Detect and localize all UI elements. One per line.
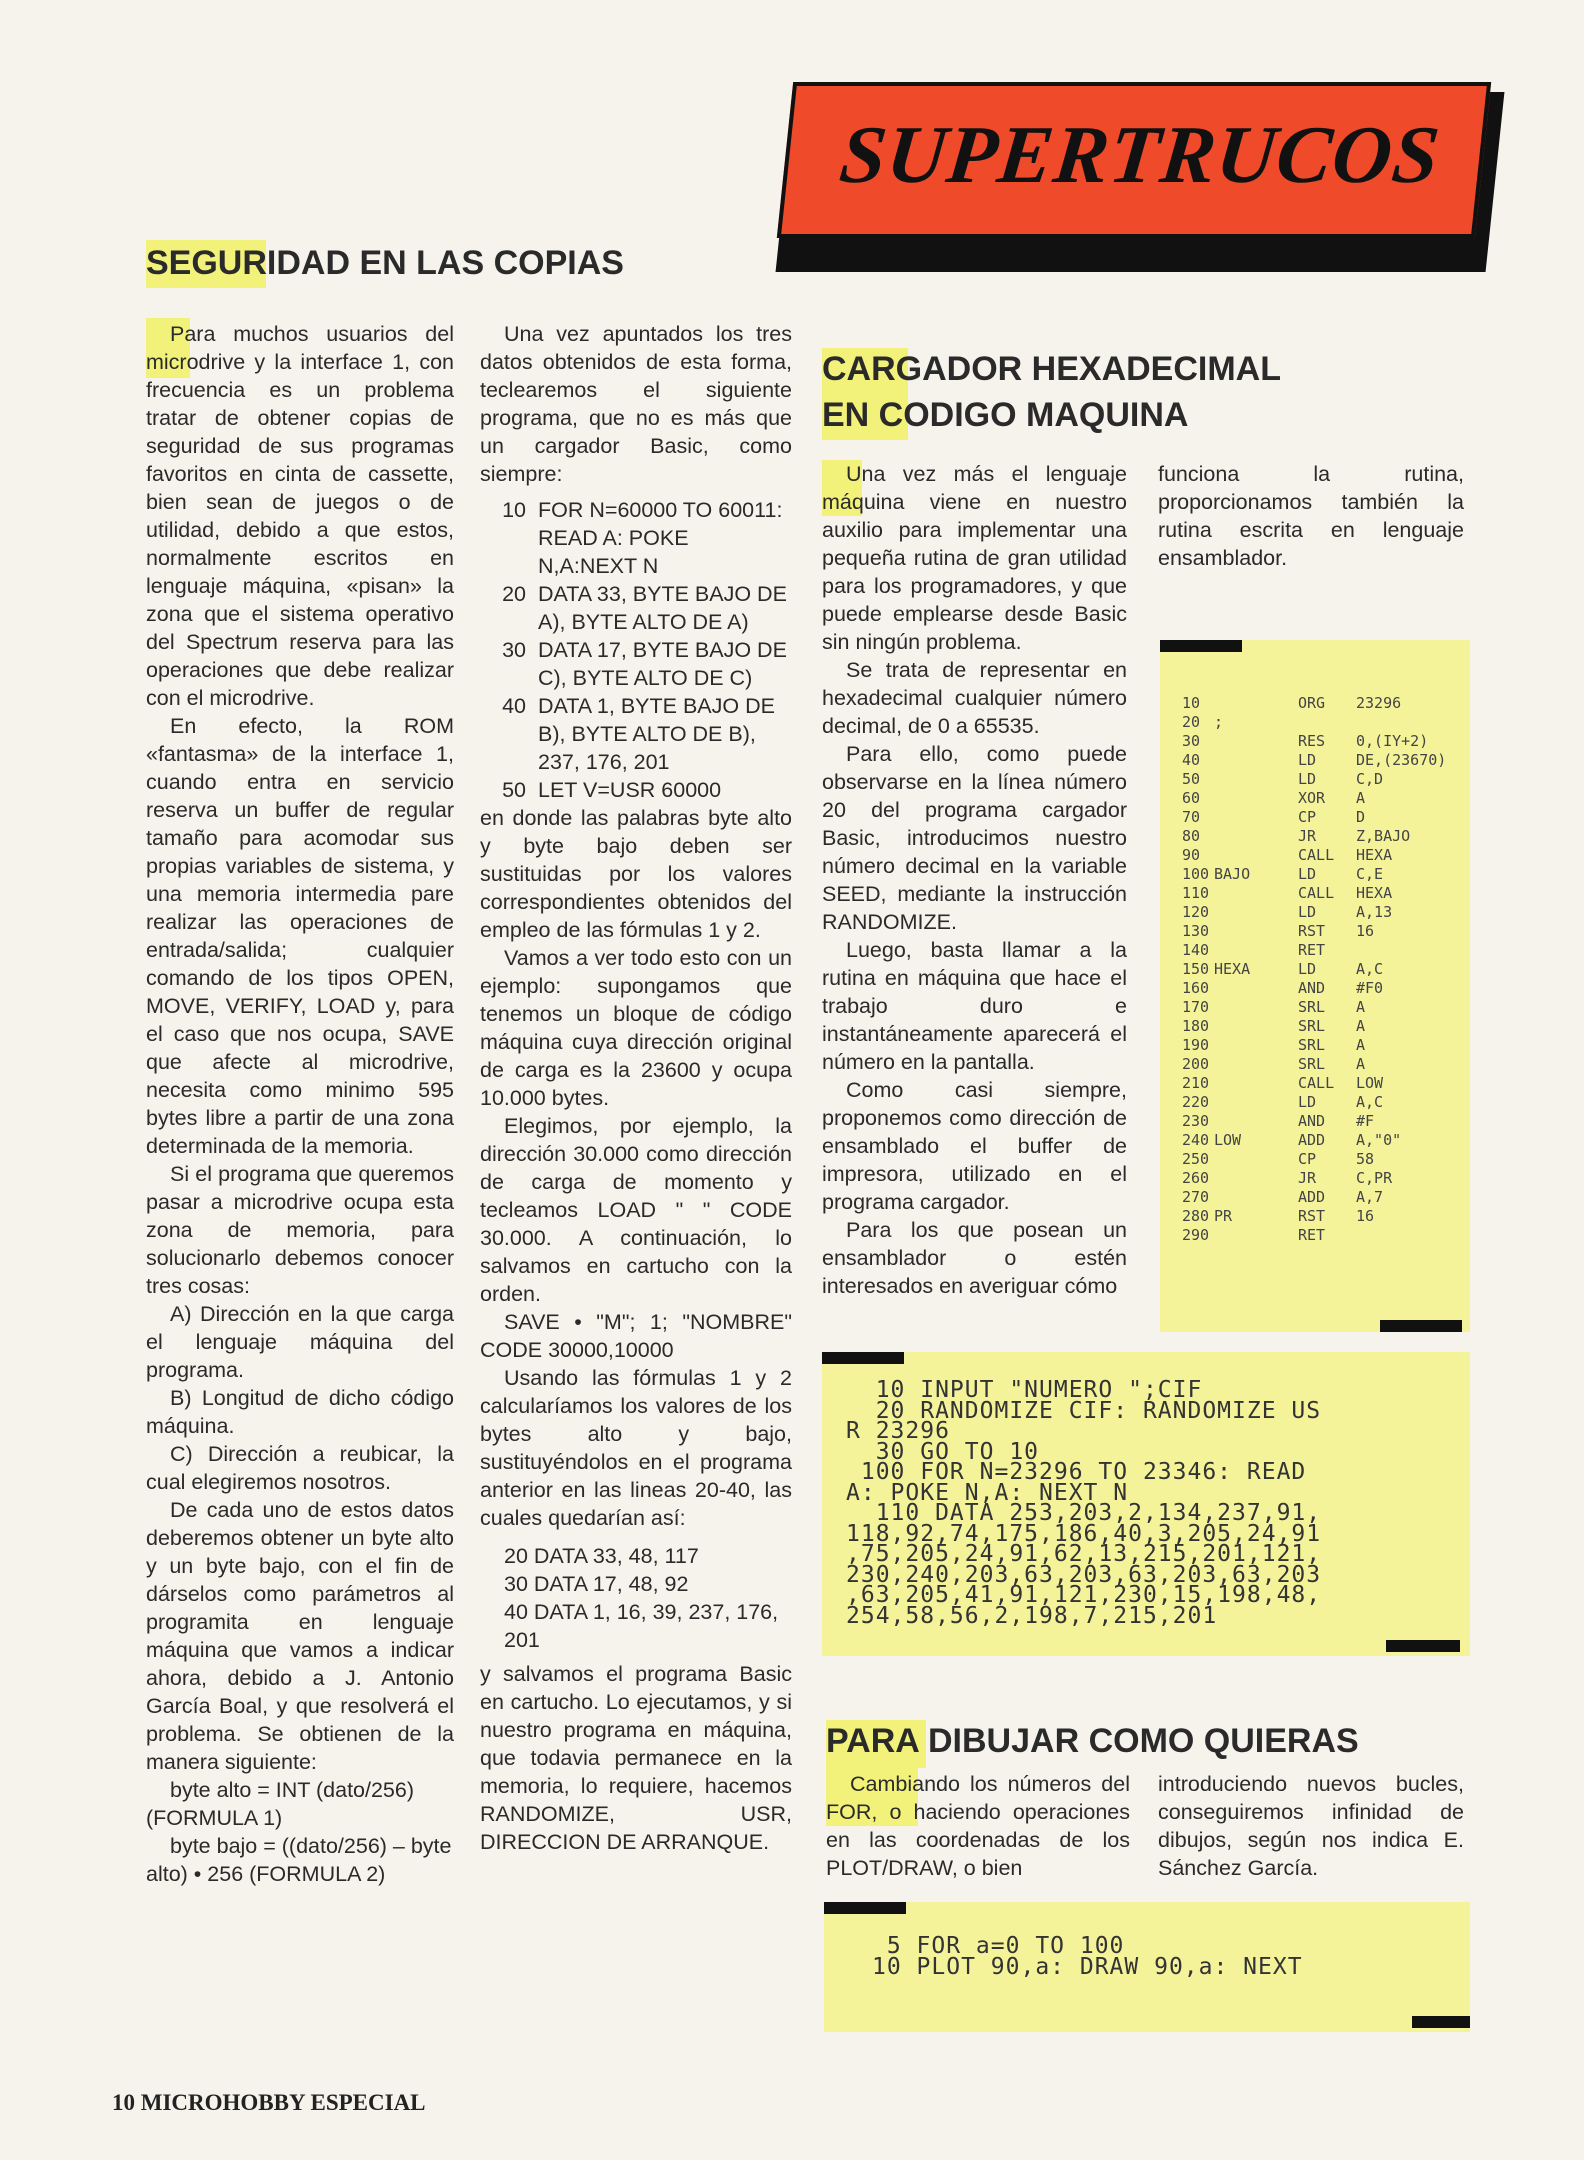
asm-line — [1182, 1188, 1462, 1207]
asm-field: HEXA — [1356, 846, 1393, 864]
paragraph: Si el programa que queremos pasar a microdrive ocupa esta zona de memoria, para solucionarlo debemos conocer tres cosas: — [146, 1162, 454, 1298]
asm-field — [1214, 1188, 1298, 1207]
basic-line: 10 FOR N=60000 TO 60011: READ A: POKE N,A:NEXT N — [502, 498, 783, 578]
asm-line — [1182, 922, 1462, 941]
asm-line — [1182, 1036, 1462, 1055]
asm-field — [1214, 808, 1298, 827]
paragraph: Una vez apuntados los tres datos obtenidos de esta forma, teclearemos el siguiente programa, que no es más que un cargador Basic, como siempre: — [480, 322, 792, 486]
section2-column-b — [1158, 460, 1464, 572]
asm-field — [1214, 903, 1298, 922]
asm-field: 100 — [1182, 865, 1210, 883]
draw-listing: 5 FOR a=0 TO 100 10 PLOT 90,a: DRAW 90,a: NEXT — [872, 1933, 1303, 1980]
paragraph: Usando las fórmulas 1 y 2 calcularíamos los valores de los bytes alto y bajo, sustituyéndolos en el programa anterior en las lineas 20-40, las cuales quedarían así: — [480, 1366, 792, 1530]
asm-field: A,7 — [1356, 1188, 1384, 1206]
asm-field: 60 — [1182, 789, 1201, 807]
data-lines — [504, 1542, 792, 1654]
asm-field: LOW — [1214, 1131, 1242, 1149]
asm-line — [1182, 751, 1462, 770]
asm-field: LD — [1298, 960, 1317, 978]
box-bar — [1412, 2016, 1470, 2028]
asm-field: LD — [1298, 865, 1317, 883]
asm-field: SRL — [1298, 1017, 1326, 1035]
asm-field: JR — [1298, 1169, 1317, 1187]
asm-field: RES — [1298, 732, 1326, 750]
asm-field — [1214, 1226, 1298, 1245]
asm-line — [1182, 713, 1462, 732]
paragraph: en donde las palabras byte alto y byte bajo deben ser sustituidas por los valores correspondientes obtenidos del empleo de las fórmulas 1 y 2. — [480, 806, 792, 942]
asm-field: 180 — [1182, 1017, 1210, 1035]
asm-field: AND — [1298, 1112, 1326, 1130]
asm-field: SRL — [1298, 1055, 1326, 1073]
box-bar — [822, 1352, 904, 1364]
asm-line — [1182, 1017, 1462, 1036]
section3-column-a — [826, 1770, 1130, 1882]
asm-field: A — [1356, 789, 1366, 807]
basic-line: 50 LET V=USR 60000 — [502, 778, 722, 802]
asm-field: LOW — [1356, 1074, 1384, 1092]
assembly-listing — [1182, 694, 1462, 1245]
asm-field: A,"0" — [1356, 1131, 1402, 1149]
asm-field: 120 — [1182, 903, 1210, 921]
asm-field: RST — [1298, 922, 1326, 940]
asm-field: ADD — [1298, 1131, 1326, 1149]
asm-field: HEXA — [1356, 884, 1393, 902]
asm-line — [1182, 979, 1462, 998]
paragraph: Se trata de representar en hexadecimal cualquier número decimal, de 0 a 65535. — [822, 658, 1127, 738]
paragraph: Cambiando los números del FOR, o haciendo operaciones en las coordenadas de los PLOT/DRAW, o bien — [826, 1772, 1130, 1880]
asm-field: 270 — [1182, 1188, 1210, 1206]
paragraph: B) Longitud de dicho código máquina. — [146, 1386, 454, 1438]
section1-column2 — [480, 320, 792, 1856]
asm-field: 220 — [1182, 1093, 1210, 1111]
asm-field — [1298, 713, 1356, 732]
asm-line — [1182, 884, 1462, 903]
box-bar — [1386, 1640, 1460, 1652]
asm-line — [1182, 1226, 1462, 1245]
paragraph: C) Dirección a reubicar, la cual elegiremos nosotros. — [146, 1442, 454, 1494]
asm-field: #F0 — [1356, 979, 1384, 997]
asm-field: A — [1356, 1055, 1366, 1073]
asm-line — [1182, 732, 1462, 751]
box-bar — [824, 1902, 906, 1914]
asm-field: A — [1356, 998, 1366, 1016]
asm-line — [1182, 1131, 1462, 1150]
paragraph: A) Dirección en la que carga el lenguaje máquina del programa. — [146, 1302, 454, 1382]
asm-field: 0,(IY+2) — [1356, 732, 1429, 750]
asm-field: 290 — [1182, 1226, 1210, 1244]
asm-field: ADD — [1298, 1188, 1326, 1206]
asm-field — [1214, 1150, 1298, 1169]
asm-field: HEXA — [1214, 960, 1251, 978]
asm-field: RET — [1298, 1226, 1326, 1244]
asm-field — [1214, 1017, 1298, 1036]
asm-field: 250 — [1182, 1150, 1210, 1168]
asm-field: CP — [1298, 808, 1317, 826]
asm-field: 140 — [1182, 941, 1210, 959]
asm-field: 70 — [1182, 808, 1201, 826]
paragraph: funciona la rutina, proporcionamos también la rutina escrita en lenguaje ensamblador. — [1158, 462, 1464, 570]
asm-field — [1214, 1074, 1298, 1093]
asm-field — [1214, 941, 1298, 960]
asm-line — [1182, 846, 1462, 865]
asm-field: 230 — [1182, 1112, 1210, 1130]
asm-line — [1182, 789, 1462, 808]
asm-field: 240 — [1182, 1131, 1210, 1149]
box-bar — [1380, 1320, 1462, 1332]
paragraph: SAVE • "M"; 1; "NOMBRE" CODE 30000,10000 — [480, 1310, 792, 1362]
asm-field: 80 — [1182, 827, 1201, 845]
asm-line — [1182, 1074, 1462, 1093]
asm-field: DE,(23670) — [1356, 751, 1447, 769]
asm-field: CALL — [1298, 846, 1335, 864]
asm-field: A — [1356, 1017, 1366, 1035]
paragraph: De cada uno de estos datos deberemos obtener un byte alto y un byte bajo, con el fin de dárselos como parámetros al programita en lenguaje máquina que vamos a indicar ahora, debido a J. Antonio García Boal, y que resolverá el problema. Se obtienen de la manera siguiente: — [146, 1498, 454, 1774]
asm-line — [1182, 1169, 1462, 1188]
asm-line — [1182, 1207, 1462, 1226]
asm-field — [1214, 922, 1298, 941]
asm-line — [1182, 808, 1462, 827]
asm-field: C,PR — [1356, 1169, 1393, 1187]
asm-field: SRL — [1298, 998, 1326, 1016]
asm-field — [1214, 998, 1298, 1017]
asm-line — [1182, 770, 1462, 789]
banner-title: SUPERTRUCOS — [835, 109, 1445, 200]
asm-field: 10 — [1182, 694, 1201, 712]
asm-line — [1182, 1112, 1462, 1131]
asm-field: CP — [1298, 1150, 1317, 1168]
asm-field — [1214, 732, 1298, 751]
basic-line: 20 DATA 33, BYTE BAJO DE A), BYTE ALTO DE A) — [502, 582, 787, 634]
basic-line: 30 DATA 17, BYTE BAJO DE C), BYTE ALTO DE C) — [502, 638, 787, 690]
paragraph: En efecto, la ROM «fantasma» de la interface 1, cuando entra en servicio reserva un buffer de regular tamaño para acomodar sus propias variables de sistema, y una memoria intermedia pare realizar las operaciones de entrada/salida; cualquier comando de los tipos OPEN, MOVE, VERIFY, LOAD y, para el caso que nos ocupa, SAVE que afecte al microdrive, necesita como minimo 595 bytes libre a partir de una zona determinada de la memoria. — [146, 714, 454, 1158]
asm-field — [1214, 1112, 1298, 1131]
asm-field: C,D — [1356, 770, 1384, 788]
box-bar — [1160, 640, 1242, 652]
formula: byte bajo = ((dato/256) – byte alto) • 256 (FORMULA 2) — [146, 1834, 452, 1886]
asm-field: 30 — [1182, 732, 1201, 750]
paragraph: Para ello, como puede observarse en la línea número 20 del programa cargador Basic, introducimos nuestro número decimal en la variable SEED, mediante la instrucción RANDOMIZE. — [822, 742, 1127, 934]
asm-field: 90 — [1182, 846, 1201, 864]
asm-field: 130 — [1182, 922, 1210, 940]
asm-field: 190 — [1182, 1036, 1210, 1054]
asm-field — [1214, 979, 1298, 998]
asm-field: 16 — [1356, 1207, 1375, 1225]
asm-field: Z,BAJO — [1356, 827, 1411, 845]
section3-column-b — [1158, 1770, 1464, 1882]
asm-field: D — [1356, 808, 1366, 826]
asm-field: ; — [1214, 713, 1224, 731]
asm-line — [1182, 960, 1462, 979]
asm-field — [1214, 1169, 1298, 1188]
paragraph: Para muchos usuarios del microdrive y la interface 1, con frecuencia es un problema tratar de obtener copias de seguridad de sus programas favoritos en cinta de cassette, bien sean de juegos o de utilidad, debido a que estos, normalmente escritos en lenguaje máquina, «pisan» la zona que el sistema operativo del Spectrum reserva para las operaciones que debe realizar con el microdrive. — [146, 322, 454, 710]
asm-field: CALL — [1298, 884, 1335, 902]
asm-field: 16 — [1356, 922, 1375, 940]
section2-column-a — [822, 460, 1127, 1300]
asm-field: A,13 — [1356, 903, 1393, 921]
asm-field: 160 — [1182, 979, 1210, 997]
asm-field: LD — [1298, 770, 1317, 788]
asm-field — [1214, 1055, 1298, 1074]
asm-field: 280 — [1182, 1207, 1210, 1225]
asm-field: JR — [1298, 827, 1317, 845]
asm-field: A,C — [1356, 1093, 1384, 1111]
asm-field: A — [1356, 1036, 1366, 1054]
section1-column1 — [146, 320, 454, 1888]
data-line: 40 DATA 1, 16, 39, 237, 176, 201 — [504, 1600, 779, 1652]
paragraph: Luego, basta llamar a la rutina en máquina que hace el trabajo duro e instantáneamente aparecerá el número en la pantalla. — [822, 938, 1127, 1074]
asm-line — [1182, 865, 1462, 884]
asm-field: ORG — [1298, 694, 1326, 712]
data-line: 20 DATA 33, 48, 117 — [504, 1544, 699, 1568]
paragraph: Elegimos, por ejemplo, la dirección 30.000 como dirección de carga de momento y tecleamos LOAD " " CODE 30.000. A continuación, lo salvamos en cartucho con la orden. — [480, 1114, 792, 1306]
asm-field — [1214, 694, 1298, 713]
asm-field: 40 — [1182, 751, 1201, 769]
asm-field: RST — [1298, 1207, 1326, 1225]
basic-line: 40 DATA 1, BYTE BAJO DE B), BYTE ALTO DE B), 237, 176, 201 — [502, 694, 775, 774]
asm-field: 260 — [1182, 1169, 1210, 1187]
formula: byte alto = INT (dato/256) (FORMULA 1) — [146, 1778, 415, 1830]
basic-program — [480, 496, 792, 804]
asm-field: SRL — [1298, 1036, 1326, 1054]
paragraph: introduciendo nuevos bucles, conseguiremos infinidad de dibujos, según nos indica E. Sánchez García. — [1158, 1772, 1464, 1880]
asm-line — [1182, 941, 1462, 960]
asm-field: 170 — [1182, 998, 1210, 1016]
asm-field: BAJO — [1214, 865, 1251, 883]
asm-field — [1214, 1093, 1298, 1112]
asm-field: LD — [1298, 1093, 1317, 1111]
asm-field: 110 — [1182, 884, 1210, 902]
asm-line — [1182, 903, 1462, 922]
asm-field: 150 — [1182, 960, 1210, 978]
asm-field: 23296 — [1356, 694, 1402, 712]
asm-field: LD — [1298, 903, 1317, 921]
asm-field: AND — [1298, 979, 1326, 997]
asm-line — [1182, 1093, 1462, 1112]
section3-title: PARA DIBUJAR COMO QUIERAS — [826, 1722, 1359, 1760]
section1-title: SEGURIDAD EN LAS COPIAS — [146, 244, 624, 282]
basic-listing: 10 INPUT "NUMERO ";CIF 20 RANDOMIZE CIF: RANDOMIZE US R 23296 30 GO TO 10 100 FOR N=23296 TO 23346: READ A: POKE N,A: NEXT N 110 DATA 253,203,2,134,237,91, 118,92,74,175,186,40,3,205,24,91 ,75,205,24,91,62,13,215,201,121, 230,240,203,63,203,63,203,63,203 ,63,205,41,91,121,230,15,198,48, 254,58,56,2,198,7,215,201 — [846, 1377, 1322, 1629]
asm-field: LD — [1298, 751, 1317, 769]
asm-field — [1214, 884, 1298, 903]
paragraph: Vamos a ver todo esto con un ejemplo: supongamos que tenemos un bloque de código máquina cuya dirección original de carga es la 23600 y ocupa 10.000 bytes. — [480, 946, 792, 1110]
asm-line — [1182, 1055, 1462, 1074]
asm-field — [1214, 770, 1298, 789]
data-line: 30 DATA 17, 48, 92 — [504, 1572, 689, 1596]
asm-field: RET — [1298, 941, 1326, 959]
paragraph: Una vez más el lenguaje máquina viene en nuestro auxilio para implementar una pequeña rutina de gran utilidad para los programadores, y que puede emplearse desde Basic sin ningún problema. — [822, 462, 1127, 654]
asm-line — [1182, 694, 1462, 713]
paragraph: Como casi siempre, proponemos como dirección de ensamblado el buffer de impresora, utilizado en el programa cargador. — [822, 1078, 1127, 1214]
asm-field: 50 — [1182, 770, 1201, 788]
asm-field: 58 — [1356, 1150, 1375, 1168]
asm-field: 20 — [1182, 713, 1201, 731]
asm-line — [1182, 998, 1462, 1017]
asm-field: 200 — [1182, 1055, 1210, 1073]
asm-field — [1214, 789, 1298, 808]
asm-field: PR — [1214, 1207, 1233, 1225]
asm-field — [1214, 827, 1298, 846]
asm-field — [1214, 751, 1298, 770]
asm-field: 210 — [1182, 1074, 1210, 1092]
asm-field: #F — [1356, 1112, 1375, 1130]
asm-field: A,C — [1356, 960, 1384, 978]
section2-title: CARGADOR HEXADECIMAL EN CODIGO MAQUINA — [822, 350, 1281, 434]
asm-field: C,E — [1356, 865, 1384, 883]
asm-field — [1214, 1036, 1298, 1055]
asm-field — [1214, 846, 1298, 865]
paragraph: y salvamos el programa Basic en cartucho. Lo ejecutamos, y si nuestro programa en máquina, que todavia permanece en la memoria, lo requiere, hacemos RANDOMIZE, USR, DIRECCION DE ARRANQUE. — [480, 1662, 792, 1854]
page-footer: 10 MICROHOBBY ESPECIAL — [112, 2090, 426, 2115]
asm-line — [1182, 827, 1462, 846]
asm-line — [1182, 1150, 1462, 1169]
paragraph: Para los que posean un ensamblador o estén interesados en averiguar cómo — [822, 1218, 1127, 1298]
asm-field: XOR — [1298, 789, 1326, 807]
asm-field: CALL — [1298, 1074, 1335, 1092]
